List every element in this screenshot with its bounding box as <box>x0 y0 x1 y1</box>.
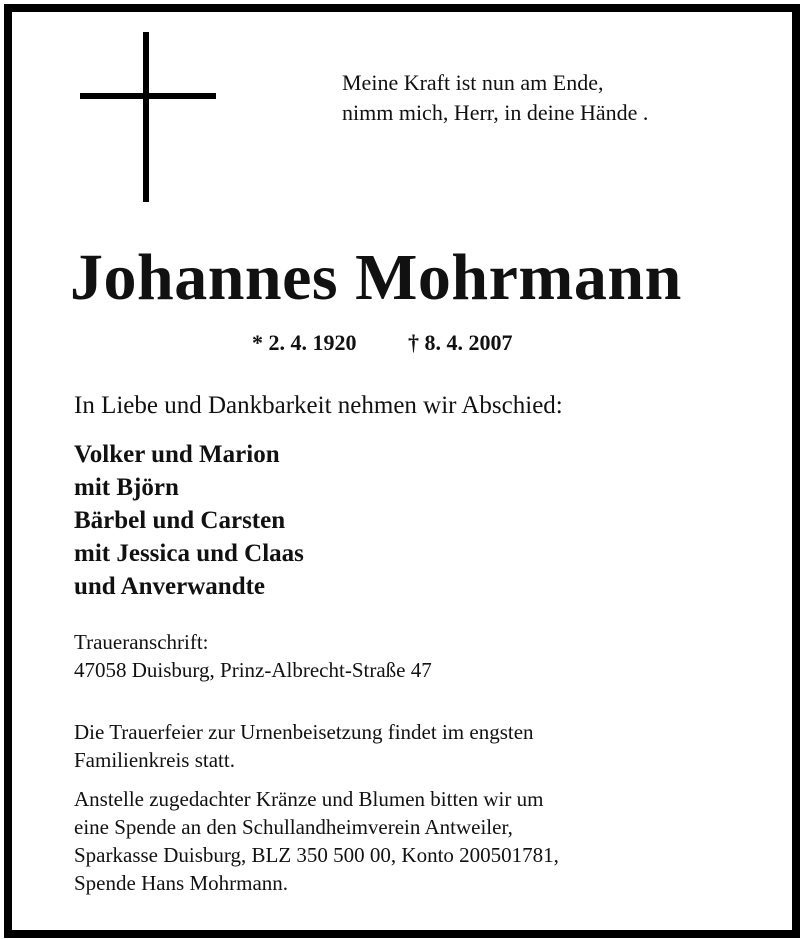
verse-line-1: Meine Kraft ist nun am Ende, <box>342 70 604 95</box>
mourning-address <box>74 628 432 684</box>
family-list <box>74 438 304 603</box>
donation-line: Sparkasse Duisburg, BLZ 350 500 00, Konto 200501781, <box>74 843 559 867</box>
ceremony-line: Die Trauerfeier zur Urnenbeisetzung findet im engsten <box>74 720 534 744</box>
ceremony-note <box>74 718 534 774</box>
donation-line: eine Spende an den Schullandheimverein Antweiler, <box>74 815 513 839</box>
donation-note <box>74 785 559 897</box>
verse-line-2: nimm mich, Herr, in deine Hände . <box>342 100 649 125</box>
cross-horizontal-bar <box>80 93 216 99</box>
verse <box>342 68 648 128</box>
donation-line: Spende Hans Mohrmann. <box>74 871 289 895</box>
death-date: † 8. 4. 2007 <box>408 330 513 355</box>
cross-vertical-bar <box>143 32 149 202</box>
life-dates <box>252 330 513 356</box>
address-label: Traueranschrift: <box>74 630 209 654</box>
family-line: mit Jessica und Claas <box>74 540 304 567</box>
deceased-name: Johannes Mohrmann <box>70 241 682 314</box>
obituary-notice <box>4 4 800 938</box>
ceremony-line: Familienkreis statt. <box>74 748 235 772</box>
donation-line: Anstelle zugedachter Kränze und Blumen bitten wir um <box>74 787 544 811</box>
family-line: und Anverwandte <box>74 573 266 600</box>
cross-icon <box>80 32 216 202</box>
family-line: Volker und Marion <box>74 441 280 468</box>
birth-date: * 2. 4. 1920 <box>252 330 357 355</box>
address-value: 47058 Duisburg, Prinz-Albrecht-Straße 47 <box>74 658 432 682</box>
family-line: mit Björn <box>74 474 179 501</box>
family-line: Bärbel und Carsten <box>74 507 286 534</box>
farewell-intro: In Liebe und Dankbarkeit nehmen wir Abschied: <box>74 392 563 419</box>
